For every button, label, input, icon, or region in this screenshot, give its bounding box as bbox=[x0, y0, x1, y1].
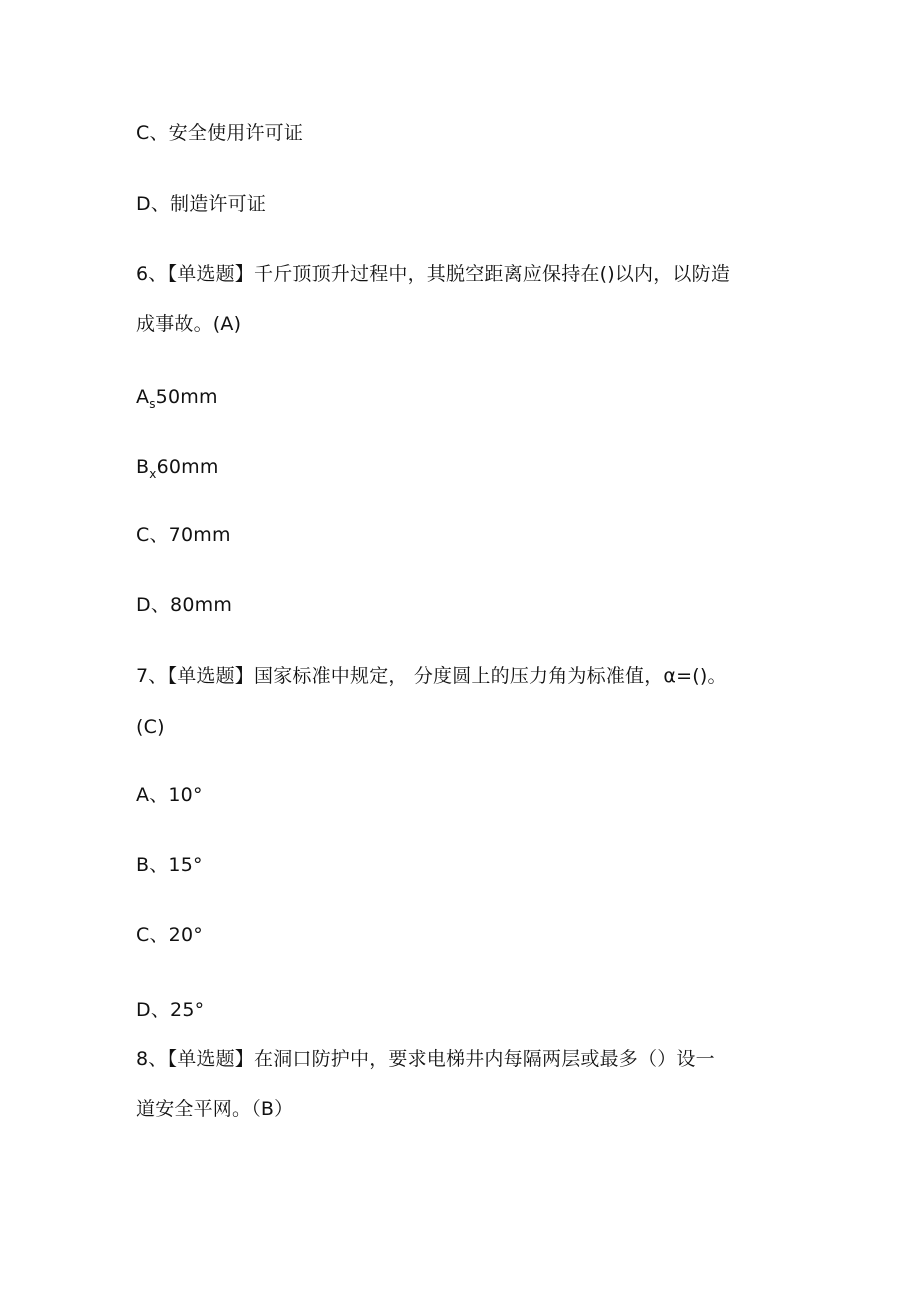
option-b-letter: B bbox=[136, 456, 150, 478]
question-8-line-1: 8、【单选题】在洞口防护中，要求电梯井内每隔两层或最多（）设一 bbox=[136, 1048, 715, 1070]
option-c-q5: C、安全使用许可证 bbox=[136, 122, 304, 144]
option-c-q7: C、20° bbox=[136, 924, 203, 946]
question-7-line-2: (C) bbox=[136, 716, 165, 738]
option-a-letter: A bbox=[136, 386, 150, 408]
option-a-text: 50mm bbox=[155, 386, 218, 408]
option-d-q5: D、制造许可证 bbox=[136, 193, 267, 215]
question-6-line-1: 6、【单选题】千斤顶顶升过程中，其脱空距离应保持在()以内，以防造 bbox=[136, 263, 731, 285]
question-8-line-2: 道安全平网。（B） bbox=[136, 1098, 294, 1120]
option-b-text: 60mm bbox=[156, 456, 219, 478]
option-b-q6 bbox=[136, 455, 219, 481]
option-a-q7: A、10° bbox=[136, 784, 203, 806]
option-b-sub: x bbox=[149, 467, 157, 481]
question-7-line-1: 7、【单选题】国家标准中规定， 分度圆上的压力角为标准值，α=()。 bbox=[136, 665, 727, 687]
option-b-q7: B、15° bbox=[136, 854, 203, 876]
option-d-q6: D、80mm bbox=[136, 594, 233, 616]
option-c-q6: C、70mm bbox=[136, 524, 231, 546]
option-a-sub: s bbox=[149, 397, 156, 411]
question-6-line-2: 成事故。(A) bbox=[136, 313, 242, 335]
option-a-q6 bbox=[136, 385, 218, 411]
option-d-q7: D、25° bbox=[136, 999, 205, 1021]
